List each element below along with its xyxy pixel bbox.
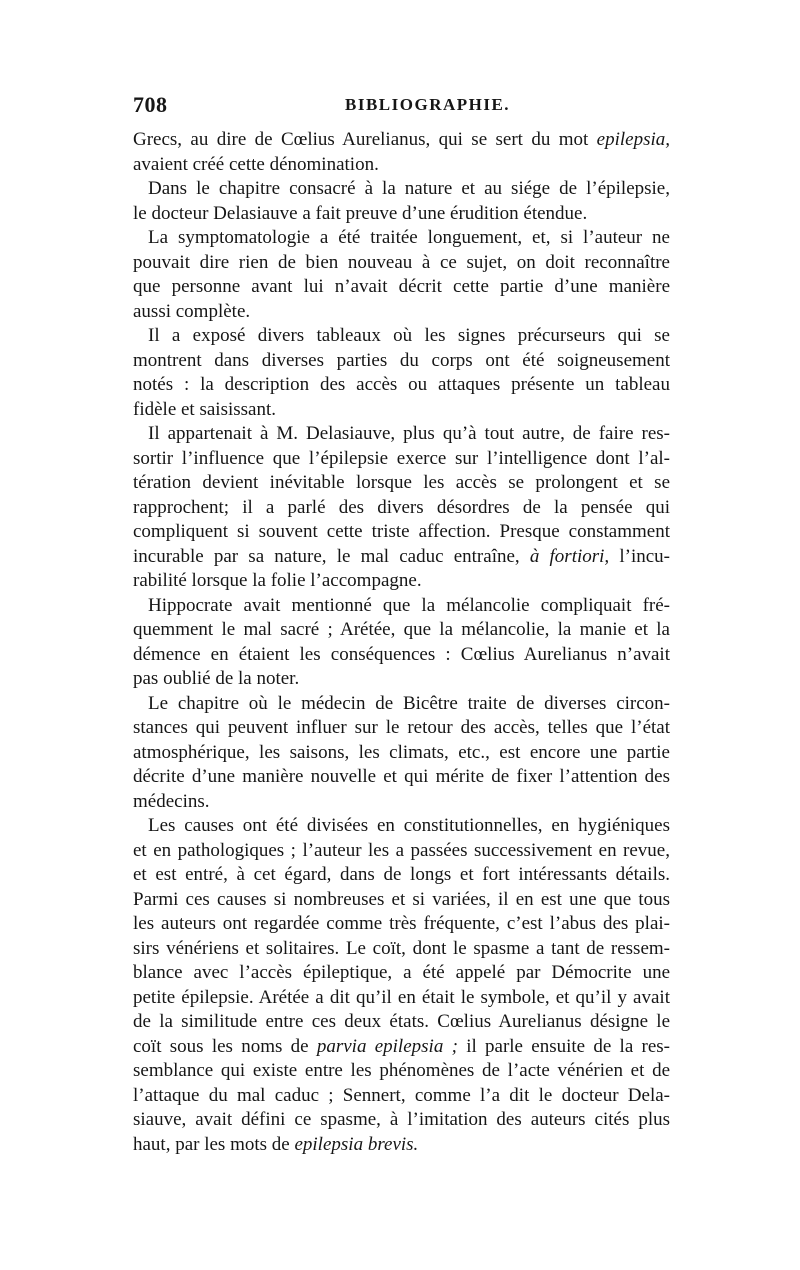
text-line	[133, 741, 670, 766]
text-segment: montrent dans diverses parties du corps ont été soigneusement	[133, 349, 670, 371]
text-line	[133, 251, 670, 276]
text-segment: Le chapitre où le médecin de Bicêtre traite de diverses circon-	[148, 692, 670, 714]
text-segment: sirs vénériens et solitaires. Le coït, dont le spasme a tant de ressem-	[133, 937, 670, 959]
text-line	[133, 863, 670, 888]
text-line	[133, 545, 670, 570]
text-line	[133, 839, 670, 864]
text-segment: semblance qui existe entre les phénomènes de l’acte vénérien et de	[133, 1060, 670, 1081]
paragraph-first-line	[133, 324, 670, 349]
text-segment: Dans le chapitre consacré à la nature et au siége de l’épilepsie,	[148, 178, 670, 199]
text-segment: incurable par sa nature, le mal caduc entraîne,	[133, 545, 530, 567]
paragraph-first-line	[133, 226, 670, 251]
text-segment: et est entré, à cet égard, dans de longs et fort intéressants détails.	[133, 864, 670, 885]
text-segment: l’incu-	[609, 545, 671, 567]
text-segment: sortir l’influence que l’épilepsie exerce sur l’intelligence dont l’al-	[133, 447, 670, 469]
text-segment: blance avec l’accès épileptique, a été appelé par Démocrite une	[133, 962, 670, 983]
text-line	[133, 643, 670, 668]
text-segment: haut, par les mots de	[133, 1133, 295, 1155]
text-segment: Il appartenait à M. Delasiauve, plus qu’à tout autre, de faire res-	[148, 423, 670, 444]
text-segment: médecins.	[133, 790, 210, 812]
text-segment: notés : la description des accès ou attaques présente un tableau	[133, 374, 670, 395]
paragraph-first-line	[133, 814, 670, 839]
text-line	[133, 202, 670, 227]
text-segment: de la similitude entre ces deux états. Cœlius Aurelianus désigne le	[133, 1011, 670, 1032]
text-line	[133, 1133, 670, 1158]
text-line	[133, 1108, 670, 1133]
text-line	[133, 716, 670, 741]
text-line	[133, 520, 670, 545]
text-segment: petite épilepsie. Arétée a dit qu’il en était le symbole, et qu’il y avait	[133, 986, 670, 1008]
text-segment: Parmi ces causes si nombreuses et si variées, il en est une que tous	[133, 888, 670, 910]
text-line	[133, 275, 670, 300]
text-line	[133, 1084, 670, 1109]
text-line	[133, 618, 670, 643]
text-line	[133, 128, 670, 153]
text-line	[133, 1010, 670, 1035]
text-segment: que personne avant lui n’avait décrit cette partie d’une manière	[133, 276, 670, 297]
text-line	[133, 471, 670, 496]
text-segment: Hippocrate avait mentionné que la mélancolie compliquait fré-	[148, 594, 670, 616]
text-segment: Il a exposé divers tableaux où les signes précurseurs qui se	[148, 325, 670, 346]
paragraph-first-line	[133, 692, 670, 717]
text-line	[133, 1059, 670, 1084]
text-line	[133, 569, 670, 594]
page-number: 708	[133, 92, 168, 117]
text-segment: fidèle et saisissant.	[133, 398, 276, 420]
text-line	[133, 496, 670, 521]
italic-text: epilepsia,	[596, 129, 670, 150]
text-segment: rabilité lorsque la folie l’accompagne.	[133, 570, 422, 591]
text-line	[133, 765, 670, 790]
text-segment: atmosphérique, les saisons, les climats, etc., est encore une partie	[133, 741, 670, 763]
paragraph-first-line	[133, 422, 670, 447]
text-segment: coït sous les noms de	[133, 1035, 317, 1057]
text-line	[133, 888, 670, 913]
text-segment: tération devient inévitable lorsque les accès se prolongent et se	[133, 472, 670, 493]
italic-text: à fortiori,	[529, 545, 610, 567]
text-segment: le docteur Delasiauve a fait preuve d’une érudition étendue.	[133, 202, 588, 224]
text-line	[133, 937, 670, 962]
text-segment: l’attaque du mal caduc ; Sennert, comme l’a dit le docteur Dela-	[133, 1084, 670, 1106]
text-segment: il parle ensuite de la res-	[457, 1035, 671, 1057]
text-line	[133, 153, 670, 178]
text-line	[133, 912, 670, 937]
running-title: BIBLIOGRAPHIE.	[345, 95, 511, 114]
paragraph-first-line	[133, 594, 670, 619]
page-header	[133, 92, 670, 118]
text-segment: Grecs, au dire de Cœlius Aurelianus, qui se sert du mot	[133, 129, 597, 150]
text-line	[133, 986, 670, 1011]
text-segment: stances qui peuvent influer sur le retour des accès, telles que l’état	[133, 717, 670, 738]
text-segment: La symptomatologie a été traitée longuement, et, si l’auteur ne	[148, 227, 670, 248]
text-segment: décrite d’une manière nouvelle et qui mérite de fixer l’attention des	[133, 766, 670, 787]
text-segment: pouvait dire rien de bien nouveau à ce sujet, on doit reconnaître	[133, 251, 670, 273]
text-segment: pas oublié de la noter.	[133, 668, 300, 689]
text-segment: quemment le mal sacré ; Arétée, que la mélancolie, la manie et la	[133, 619, 670, 640]
text-segment: les auteurs ont regardée comme très fréquente, c’est l’abus des plai-	[133, 913, 670, 934]
text-segment: Les causes ont été divisées en constitutionnelles, en hygiéniques	[148, 815, 670, 836]
paragraph-first-line	[133, 177, 670, 202]
text-line	[133, 398, 670, 423]
text-segment: rapprochent; il a parlé des divers désordres de la pensée qui	[133, 496, 670, 518]
text-segment: et en pathologiques ; l’auteur les a passées successivement en revue,	[133, 839, 670, 861]
text-line	[133, 447, 670, 472]
text-line	[133, 667, 670, 692]
text-line	[133, 1035, 670, 1060]
text-segment: avaient créé cette dénomination.	[133, 153, 379, 175]
text-line	[133, 961, 670, 986]
text-line	[133, 349, 670, 374]
text-segment: siauve, avait défini ce spasme, à l’imitation des auteurs cités plus	[133, 1109, 670, 1130]
text-line	[133, 790, 670, 815]
body-text	[133, 128, 670, 1157]
text-line	[133, 373, 670, 398]
italic-text: parvia epilepsia ;	[316, 1035, 458, 1057]
text-segment: aussi complète.	[133, 300, 251, 322]
italic-text: epilepsia brevis.	[294, 1133, 419, 1155]
text-segment: démence en étaient les conséquences : Cœlius Aurelianus n’avait	[133, 643, 670, 665]
text-segment: compliquent si souvent cette triste affection. Presque constamment	[133, 521, 670, 542]
text-line	[133, 300, 670, 325]
